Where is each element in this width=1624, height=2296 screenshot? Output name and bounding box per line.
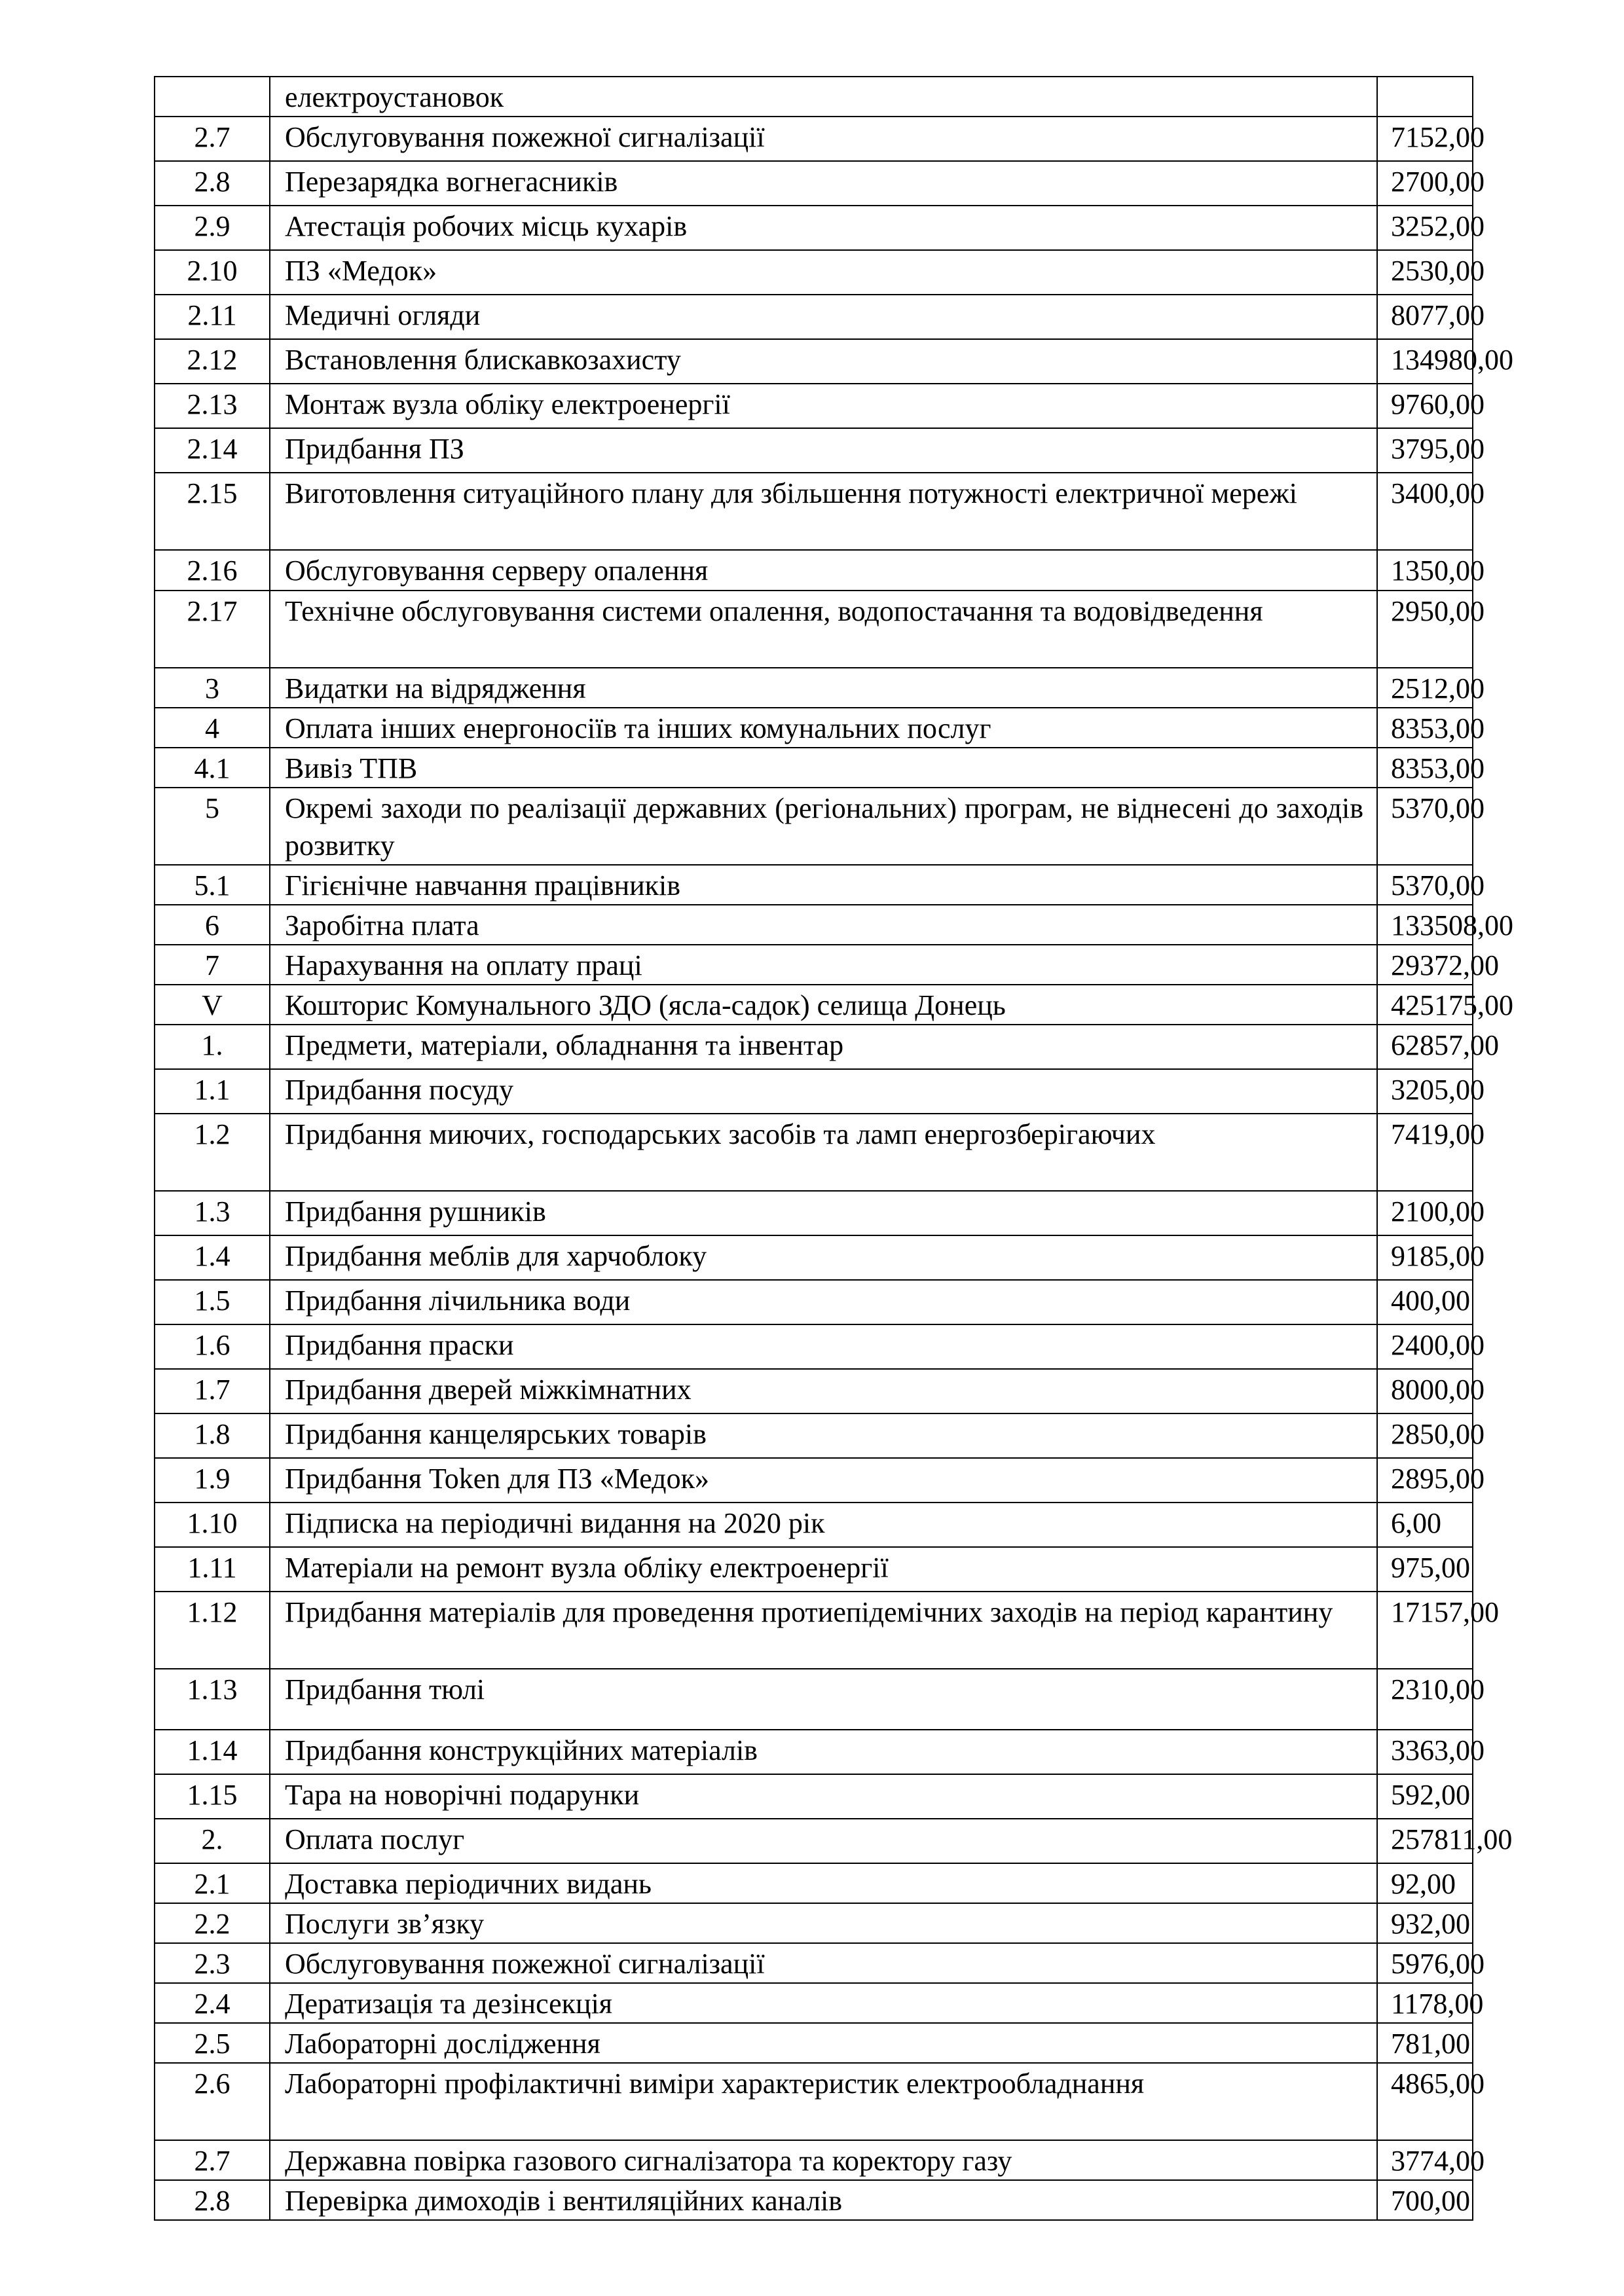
row-name-cell: Виготовлення ситуаційного плану для збільшення потужності електричної мережі bbox=[270, 473, 1377, 550]
row-name-cell: Придбання дверей міжкімнатних bbox=[270, 1369, 1377, 1413]
table-row bbox=[155, 1592, 1473, 1669]
row-name-cell: Придбання ПЗ bbox=[270, 428, 1377, 473]
row-name-cell: ПЗ «Медок» bbox=[270, 250, 1377, 295]
row-number-cell: V bbox=[155, 985, 270, 1025]
row-number-cell: 1.12 bbox=[155, 1592, 270, 1669]
row-name-cell: Придбання праски bbox=[270, 1324, 1377, 1369]
row-number-cell: 1. bbox=[155, 1025, 270, 1069]
table-row bbox=[155, 668, 1473, 708]
row-amount-cell: 7419,00 bbox=[1377, 1114, 1473, 1191]
row-number-cell: 1.4 bbox=[155, 1235, 270, 1280]
row-name-cell: Лабораторні профілактичні виміри характеристик електрообладнання bbox=[270, 2063, 1377, 2140]
row-number-cell: 1.3 bbox=[155, 1191, 270, 1235]
row-amount-cell: 3205,00 bbox=[1377, 1069, 1473, 1114]
row-amount-cell: 700,00 bbox=[1377, 2180, 1473, 2220]
row-amount-cell: 62857,00 bbox=[1377, 1025, 1473, 1069]
row-amount-cell: 932,00 bbox=[1377, 1903, 1473, 1943]
row-name-cell: Монтаж вузла обліку електроенергії bbox=[270, 384, 1377, 428]
row-amount-cell: 975,00 bbox=[1377, 1547, 1473, 1592]
row-name-cell: Дератизація та дезінсекція bbox=[270, 1983, 1377, 2023]
row-name-cell: Тара на новорічні подарунки bbox=[270, 1774, 1377, 1819]
row-name-cell: Матеріали на ремонт вузла обліку електроенергії bbox=[270, 1547, 1377, 1592]
row-amount-cell: 3363,00 bbox=[1377, 1730, 1473, 1774]
row-number-cell: 2.10 bbox=[155, 250, 270, 295]
row-number-cell: 2.9 bbox=[155, 206, 270, 250]
table-row bbox=[155, 1025, 1473, 1069]
row-number-cell: 2.4 bbox=[155, 1983, 270, 2023]
row-name-cell: Атестація робочих місць кухарів bbox=[270, 206, 1377, 250]
row-amount-cell: 2950,00 bbox=[1377, 591, 1473, 668]
row-number-cell: 6 bbox=[155, 905, 270, 945]
row-amount-cell: 257811,00 bbox=[1377, 1819, 1473, 1863]
row-name-cell: Придбання канцелярських товарів bbox=[270, 1413, 1377, 1458]
row-number-cell: 1.13 bbox=[155, 1669, 270, 1730]
table-row bbox=[155, 1983, 1473, 2023]
row-amount-cell: 8000,00 bbox=[1377, 1369, 1473, 1413]
row-name-cell: Вивіз ТПВ bbox=[270, 748, 1377, 788]
row-name-cell: Придбання Token для ПЗ «Медок» bbox=[270, 1458, 1377, 1503]
row-number-cell: 2.16 bbox=[155, 550, 270, 591]
row-name-cell: Нарахування на оплату праці bbox=[270, 945, 1377, 985]
row-number-cell: 2.13 bbox=[155, 384, 270, 428]
row-amount-cell: 5976,00 bbox=[1377, 1943, 1473, 1983]
row-name-cell: Придбання рушників bbox=[270, 1191, 1377, 1235]
row-number-cell: 1.2 bbox=[155, 1114, 270, 1191]
row-name-cell: Придбання миючих, господарських засобів та ламп енергозберігаючих bbox=[270, 1114, 1377, 1191]
table-row bbox=[155, 1819, 1473, 1863]
table-row bbox=[155, 77, 1473, 117]
row-amount-cell: 2100,00 bbox=[1377, 1191, 1473, 1235]
row-amount-cell: 2400,00 bbox=[1377, 1324, 1473, 1369]
row-amount-cell bbox=[1377, 77, 1473, 117]
row-number-cell: 2. bbox=[155, 1819, 270, 1863]
row-amount-cell: 8353,00 bbox=[1377, 748, 1473, 788]
table-row bbox=[155, 2140, 1473, 2180]
row-name-cell: Придбання лічильника води bbox=[270, 1280, 1377, 1324]
table-row bbox=[155, 2180, 1473, 2220]
row-number-cell: 2.14 bbox=[155, 428, 270, 473]
table-row bbox=[155, 2023, 1473, 2063]
row-amount-cell: 2895,00 bbox=[1377, 1458, 1473, 1503]
row-number-cell: 2.3 bbox=[155, 1943, 270, 1983]
table-row bbox=[155, 1324, 1473, 1369]
row-amount-cell: 592,00 bbox=[1377, 1774, 1473, 1819]
row-name-cell: Заробітна плата bbox=[270, 905, 1377, 945]
table-row bbox=[155, 1774, 1473, 1819]
row-name-cell: Медичні огляди bbox=[270, 295, 1377, 339]
row-name-cell: Державна повірка газового сигналізатора та коректору газу bbox=[270, 2140, 1377, 2180]
table-row bbox=[155, 295, 1473, 339]
row-name-cell: Предмети, матеріали, обладнання та інвентар bbox=[270, 1025, 1377, 1069]
table-row bbox=[155, 1069, 1473, 1114]
table-row bbox=[155, 1943, 1473, 1983]
row-amount-cell: 425175,00 bbox=[1377, 985, 1473, 1025]
row-name-cell: Придбання меблів для харчоблоку bbox=[270, 1235, 1377, 1280]
table-row bbox=[155, 1369, 1473, 1413]
row-name-cell: Придбання посуду bbox=[270, 1069, 1377, 1114]
row-name-cell: Кошторис Комунального ЗДО (ясла-садок) селища Донець bbox=[270, 985, 1377, 1025]
budget-table bbox=[154, 76, 1513, 2221]
row-name-cell: Перезарядка вогнегасників bbox=[270, 161, 1377, 206]
row-name-cell: Обслуговування пожежної сигналізації bbox=[270, 1943, 1377, 1983]
row-amount-cell: 8353,00 bbox=[1377, 708, 1473, 748]
row-name-cell: Придбання конструкційних матеріалів bbox=[270, 1730, 1377, 1774]
row-amount-cell: 2310,00 bbox=[1377, 1669, 1473, 1730]
row-number-cell: 1.11 bbox=[155, 1547, 270, 1592]
row-number-cell: 1.1 bbox=[155, 1069, 270, 1114]
row-number-cell: 2.7 bbox=[155, 2140, 270, 2180]
table-row bbox=[155, 1547, 1473, 1592]
row-number-cell: 2.8 bbox=[155, 2180, 270, 2220]
table-row bbox=[155, 550, 1473, 591]
row-number-cell: 2.11 bbox=[155, 295, 270, 339]
row-number-cell: 1.14 bbox=[155, 1730, 270, 1774]
table-row bbox=[155, 865, 1473, 905]
row-number-cell: 1.6 bbox=[155, 1324, 270, 1369]
row-name-cell: Доставка періодичних видань bbox=[270, 1863, 1377, 1903]
budget-table-body bbox=[155, 77, 1513, 2220]
row-amount-cell: 2700,00 bbox=[1377, 161, 1473, 206]
row-name-cell: Обслуговування серверу опалення bbox=[270, 550, 1377, 591]
row-number-cell: 2.12 bbox=[155, 339, 270, 384]
row-amount-cell: 2850,00 bbox=[1377, 1413, 1473, 1458]
row-amount-cell: 29372,00 bbox=[1377, 945, 1473, 985]
row-amount-cell: 4865,00 bbox=[1377, 2063, 1473, 2140]
table-row bbox=[155, 1669, 1473, 1730]
table-row bbox=[155, 905, 1473, 945]
table-row bbox=[155, 206, 1473, 250]
row-number-cell: 4.1 bbox=[155, 748, 270, 788]
row-amount-cell: 3774,00 bbox=[1377, 2140, 1473, 2180]
table-row bbox=[155, 250, 1473, 295]
row-amount-cell: 2512,00 bbox=[1377, 668, 1473, 708]
table-row bbox=[155, 1413, 1473, 1458]
table-row bbox=[155, 117, 1473, 161]
table-row bbox=[155, 1191, 1473, 1235]
table-row bbox=[155, 1863, 1473, 1903]
row-amount-cell: 134980,00 bbox=[1377, 339, 1473, 384]
row-amount-cell: 8077,00 bbox=[1377, 295, 1473, 339]
table-row bbox=[155, 384, 1473, 428]
row-number-cell: 2.7 bbox=[155, 117, 270, 161]
row-amount-cell: 1350,00 bbox=[1377, 550, 1473, 591]
row-number-cell: 2.1 bbox=[155, 1863, 270, 1903]
table-row bbox=[155, 339, 1473, 384]
row-name-cell: Гігієнічне навчання працівників bbox=[270, 865, 1377, 905]
table-row bbox=[155, 2063, 1473, 2140]
row-name-cell: Оплата послуг bbox=[270, 1819, 1377, 1863]
row-amount-cell: 3400,00 bbox=[1377, 473, 1473, 550]
table-row bbox=[155, 591, 1473, 668]
row-number-cell: 1.9 bbox=[155, 1458, 270, 1503]
row-number-cell: 5.1 bbox=[155, 865, 270, 905]
row-amount-cell: 92,00 bbox=[1377, 1863, 1473, 1903]
row-name-cell: Підписка на періодичні видання на 2020 рік bbox=[270, 1503, 1377, 1547]
row-name-cell: Оплата інших енергоносіїв та інших комунальних послуг bbox=[270, 708, 1377, 748]
row-amount-cell: 1178,00 bbox=[1377, 1983, 1473, 2023]
row-amount-cell: 17157,00 bbox=[1377, 1592, 1473, 1669]
table-row bbox=[155, 1280, 1473, 1324]
table-row bbox=[155, 1235, 1473, 1280]
row-name-cell: Видатки на відрядження bbox=[270, 668, 1377, 708]
table-row bbox=[155, 945, 1473, 985]
table-row bbox=[155, 708, 1473, 748]
row-name-cell: Встановлення блискавкозахисту bbox=[270, 339, 1377, 384]
table-row bbox=[155, 788, 1473, 865]
row-name-cell: Окремі заходи по реалізації державних (регіональних) програм, не віднесені до заходів розвитку bbox=[270, 788, 1377, 865]
row-number-cell: 5 bbox=[155, 788, 270, 865]
table-row bbox=[155, 428, 1473, 473]
row-amount-cell: 9185,00 bbox=[1377, 1235, 1473, 1280]
row-number-cell: 1.5 bbox=[155, 1280, 270, 1324]
row-number-cell: 4 bbox=[155, 708, 270, 748]
row-number-cell: 1.10 bbox=[155, 1503, 270, 1547]
row-name-cell: Придбання тюлі bbox=[270, 1669, 1377, 1730]
row-name-cell: Придбання матеріалів для проведення протиепідемічних заходів на період карантину bbox=[270, 1592, 1377, 1669]
row-number-cell: 2.8 bbox=[155, 161, 270, 206]
row-amount-cell: 5370,00 bbox=[1377, 788, 1473, 865]
row-name-cell: Лабораторні дослідження bbox=[270, 2023, 1377, 2063]
row-amount-cell: 6,00 bbox=[1377, 1503, 1473, 1547]
table-row bbox=[155, 161, 1473, 206]
row-amount-cell: 9760,00 bbox=[1377, 384, 1473, 428]
table-row bbox=[155, 1114, 1473, 1191]
row-amount-cell: 2530,00 bbox=[1377, 250, 1473, 295]
row-number-cell: 2.2 bbox=[155, 1903, 270, 1943]
row-name-cell: Технічне обслуговування системи опалення, водопостачання та водовідведення bbox=[270, 591, 1377, 668]
row-number-cell: 2.5 bbox=[155, 2023, 270, 2063]
row-amount-cell: 3795,00 bbox=[1377, 428, 1473, 473]
row-amount-cell: 3252,00 bbox=[1377, 206, 1473, 250]
row-amount-cell: 5370,00 bbox=[1377, 865, 1473, 905]
row-name-cell: Перевірка димоходів і вентиляційних каналів bbox=[270, 2180, 1377, 2220]
table-row bbox=[155, 473, 1473, 550]
row-number-cell: 7 bbox=[155, 945, 270, 985]
row-name-cell: електроустановок bbox=[270, 77, 1377, 117]
row-number-cell bbox=[155, 77, 270, 117]
row-name-cell: Послуги зв’язку bbox=[270, 1903, 1377, 1943]
row-amount-cell: 781,00 bbox=[1377, 2023, 1473, 2063]
row-name-cell: Обслуговування пожежної сигналізації bbox=[270, 117, 1377, 161]
row-number-cell: 1.7 bbox=[155, 1369, 270, 1413]
table-row bbox=[155, 985, 1473, 1025]
table-row bbox=[155, 1503, 1473, 1547]
row-number-cell: 1.15 bbox=[155, 1774, 270, 1819]
row-number-cell: 2.6 bbox=[155, 2063, 270, 2140]
row-amount-cell: 7152,00 bbox=[1377, 117, 1473, 161]
row-number-cell: 3 bbox=[155, 668, 270, 708]
table-row bbox=[155, 748, 1473, 788]
table-row bbox=[155, 1730, 1473, 1774]
row-number-cell: 2.15 bbox=[155, 473, 270, 550]
table-row bbox=[155, 1903, 1473, 1943]
row-amount-cell: 400,00 bbox=[1377, 1280, 1473, 1324]
row-amount-cell: 133508,00 bbox=[1377, 905, 1473, 945]
row-number-cell: 1.8 bbox=[155, 1413, 270, 1458]
row-number-cell: 2.17 bbox=[155, 591, 270, 668]
table-row bbox=[155, 1458, 1473, 1503]
